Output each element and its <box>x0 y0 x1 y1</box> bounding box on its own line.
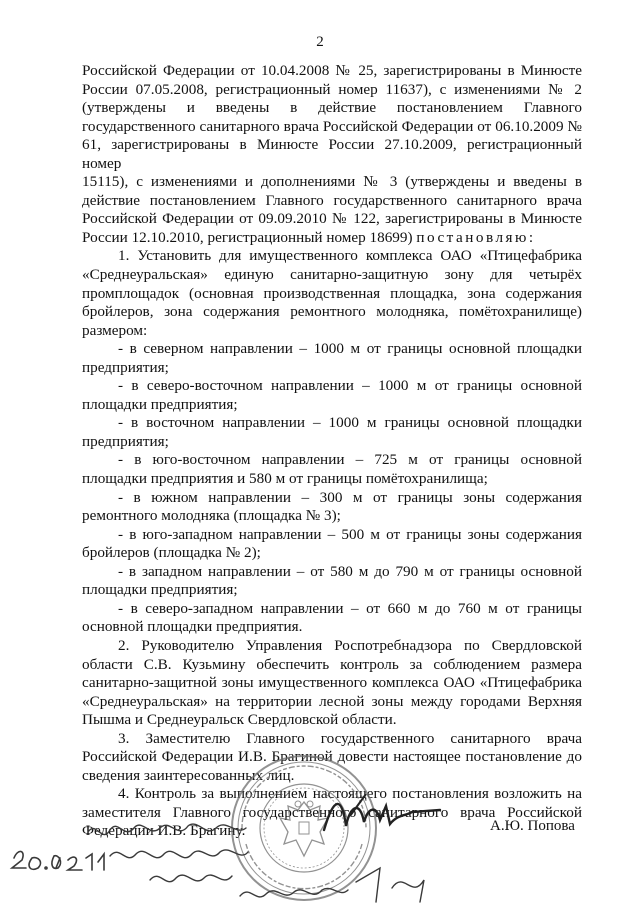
text-line: - в южном направлении – 300 м от границы зоны содержания <box>118 488 582 506</box>
text-line: 1. Установить для имущественного комплекса ОАО «Птицефабрика <box>118 247 582 265</box>
text-line: Пышма и Среднеуральск Свердловской области. <box>82 711 397 729</box>
text-line: «Среднеуральская» единую санитарно-защитную зону для четырёх <box>82 266 582 284</box>
text-line: государственного санитарного врача Российской Федерации от 06.10.2009 № <box>82 117 582 135</box>
text-line: площадки предприятия; <box>82 395 238 413</box>
text-line: - в западном направлении – от 580 м до 790 м от границы основной <box>118 562 582 580</box>
text-line: - в северном направлении – 1000 м от границы основной площадки <box>118 340 582 358</box>
text-line: заместителя Главного государственного санитарного врача Российской <box>82 803 582 821</box>
text-line: Российской Федерации от 09.09.2010 № 122, зарегистрированы в Минюсте <box>82 210 582 228</box>
text-line: «Среднеуральская» на территории лесной зоны между городами Верхняя <box>82 692 582 710</box>
text-line: бройлеров (площадка № 2); <box>82 544 261 562</box>
text-line: площадки предприятия; <box>82 581 238 599</box>
text-line: 15115), с изменениями и дополнениями № 3 (утверждены и введены в <box>82 173 582 191</box>
text-line: Федерации И.В. Брагину. <box>82 822 246 840</box>
text-line: - в северо-восточном направлении – 1000 м от границы основной <box>118 377 582 395</box>
text-line: - в юго-восточном направлении – 725 м от границы основной <box>118 451 582 469</box>
text-line: России 12.10.2010, регистрационный номер 18699) <box>82 228 413 246</box>
text-line: - в юго-западном направлении – 500 м от границы зоны содержания <box>118 525 582 543</box>
handwritten-notes-icon <box>0 810 470 905</box>
text-line: сведения заинтересованных лиц. <box>82 766 295 784</box>
text-line: (утверждены и введены в действие постановлением Главного <box>82 99 582 117</box>
text-line: ремонтного молодняка (площадка № 3); <box>82 507 341 525</box>
text-line: промплощадок (основная производственная площадка, зона содержания <box>82 284 582 302</box>
text-line-resolution <box>82 229 582 248</box>
document-body <box>82 62 582 841</box>
text-line: размером: <box>82 321 148 339</box>
text-line: - в восточном направлении – 1000 м границы основной площадки <box>118 414 582 432</box>
text-line: России 07.05.2008, регистрационный номер 11637), с изменениями № 2 <box>82 80 582 98</box>
text-line: Российской Федерации И.В. Брагиной довести настоящее постановление до <box>82 748 582 766</box>
postanovlyayu-word: постановляю: <box>416 228 536 246</box>
text-line: - в северо-западном направлении – от 660 м до 760 м от границы <box>118 599 582 617</box>
text-line: Российской Федерации от 10.04.2008 № 25, зарегистрированы в Минюсте <box>82 62 582 79</box>
text-line: бройлеров, зона содержания ремонтного молодняка, помётохранилище) <box>82 303 582 321</box>
text-line: 61, зарегистрированы в Минюсте России 27.10.2009, регистрационный номер <box>82 136 582 172</box>
text-line: области С.В. Кузьмину обеспечить контроль за соблюдением размера <box>82 655 582 673</box>
text-line: действие постановлением Главного государственного санитарного врача <box>82 191 582 209</box>
text-line: предприятия; <box>82 432 169 450</box>
text-line: 4. Контроль за выполнением настоящего постановления возложить на <box>118 785 582 803</box>
text-line: основной площадки предприятия. <box>82 618 303 636</box>
text-line: санитарно-защитной зоны имущественного комплекса ОАО «Птицефабрика <box>82 674 582 692</box>
text-line: 2. Руководителю Управления Роспотребнадзора по Свердловской <box>118 636 582 654</box>
signer-name: А.Ю. Попова <box>490 818 575 834</box>
text-line: 3. Заместителю Главного государственного санитарного врача <box>118 729 582 747</box>
page-number: 2 <box>316 34 324 50</box>
text-line: площадки предприятия и 580 м от границы помётохранилища; <box>82 470 488 488</box>
text-line: предприятия; <box>82 358 169 376</box>
